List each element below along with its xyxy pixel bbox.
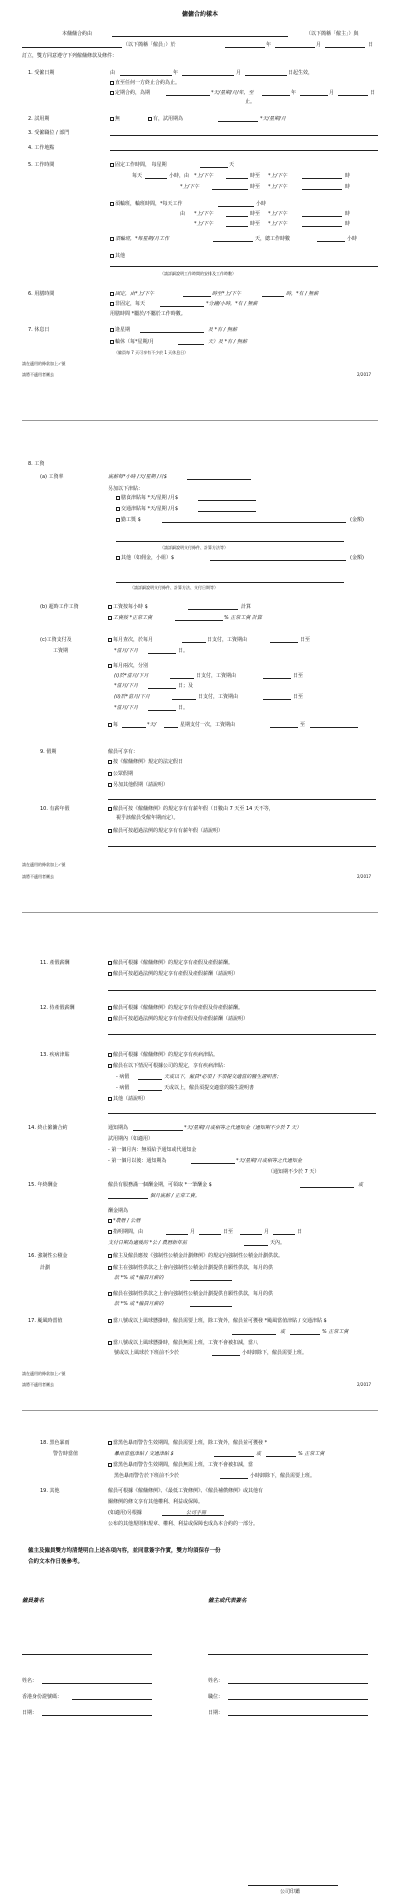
section-9-label: 9. 假期 — [40, 749, 57, 755]
section-13-label: 13. 疾病津貼 — [40, 1052, 70, 1058]
section-8a-label: (a) 工資率 — [40, 474, 64, 480]
ot-percent[interactable]: 工資按 *正常工資 — [108, 615, 152, 621]
other-pay-field[interactable] — [210, 560, 346, 561]
sick-days-1-field[interactable] — [138, 1079, 162, 1080]
section-2-label: 2. 試用期 — [28, 116, 50, 122]
start-year-field[interactable] — [120, 75, 172, 76]
employee-name-sign-field[interactable] — [42, 1683, 152, 1684]
paternity-statutory[interactable]: 僱員可根據《僱傭條例》的規定享有侍產假及侍產假薪酬。 — [108, 1005, 243, 1011]
meal-duration-field[interactable] — [160, 306, 204, 307]
leave-extra-field[interactable] — [108, 846, 376, 847]
s1-option-2[interactable]: 定期合約，為期 — [110, 90, 150, 96]
bonus-from-day-field[interactable] — [199, 1234, 221, 1235]
work-hours-other-field[interactable] — [110, 266, 378, 267]
meal-from-field[interactable] — [183, 296, 211, 297]
paternity-extra-field[interactable] — [108, 1034, 376, 1035]
pay-periodic-to-field[interactable] — [310, 727, 358, 728]
shift-from-field[interactable] — [226, 216, 248, 217]
sick-days-2-field[interactable] — [138, 1090, 162, 1091]
pay-i-day-field[interactable] — [170, 678, 194, 679]
other-pay-conditions-field[interactable] — [116, 582, 344, 583]
typhoon-allowance-field[interactable] — [232, 1334, 276, 1335]
meal-fixed[interactable]: 固定，由*上/下午 — [110, 291, 154, 297]
pay-twice[interactable]: 每月兩次，分別 — [108, 663, 148, 669]
start-month-field[interactable] — [182, 75, 234, 76]
section-12-label: 12. 侍產假薪酬 — [40, 1005, 75, 1011]
closing-line-2: 合約文本作日後參考。 — [28, 1559, 84, 1565]
mpf-employee-voluntary[interactable]: 僱員在強制性供款之上會向強制性公積金計劃提供自願性供款，每月的供 — [108, 1291, 273, 1297]
ot-percent-field[interactable] — [175, 620, 223, 621]
bonus-period-specified[interactable]: 指明期間，由 — [108, 1229, 143, 1235]
transport-allowance-field[interactable] — [198, 511, 256, 512]
sign-day-field[interactable] — [325, 47, 365, 48]
holiday-other-field[interactable] — [108, 799, 376, 800]
employer-post-field[interactable] — [228, 1699, 368, 1700]
checkbox[interactable] — [116, 518, 120, 522]
employee-signature-label: 僱員簽名 — [22, 1598, 45, 1604]
shift-hours-field[interactable] — [218, 206, 254, 207]
probation-none[interactable]: 無 — [110, 116, 120, 122]
paternity-extra[interactable]: 僱員可按超過法例的規定享有侍產假及侍產假薪酬（請說明） — [108, 1016, 248, 1022]
employer-name-sign-field[interactable] — [228, 1683, 368, 1684]
checkbox[interactable] — [108, 772, 112, 776]
transport-allowance[interactable]: 交通津貼每 *天/星期 /月$ — [116, 506, 178, 512]
page-title: 傭傭合約樣本 — [181, 11, 218, 18]
checkbox[interactable] — [116, 496, 120, 500]
bonus-conditions-field[interactable] — [116, 541, 344, 542]
meal-flex[interactable]: 非固定，每天 — [110, 301, 145, 307]
version-label: 2/2017 — [357, 372, 372, 377]
pay-period-from-field[interactable] — [270, 642, 298, 643]
checkbox[interactable] — [110, 202, 114, 206]
bonus-from-month-field[interactable] — [166, 1234, 188, 1235]
intro-line-3: 訂立，雙方同意遵守下列僱傭條款及條件： — [22, 53, 118, 59]
checkbox[interactable] — [110, 340, 114, 344]
typhoon-no-work[interactable]: 當八號或以上風球懸掛時，僱員無需上班，工資不會被扣減，當八 — [108, 1340, 258, 1346]
base-salary-field[interactable] — [187, 479, 251, 480]
maternity-statutory[interactable]: 僱員可根據《僱傭條例》的規定享有產假及產假薪酬。 — [108, 960, 233, 966]
rest-fixed[interactable]: 逢星期 — [110, 327, 130, 333]
bonus-amount-field[interactable] — [300, 1187, 354, 1188]
bonus-pay-days-field[interactable] — [244, 1245, 268, 1246]
checkbox[interactable] — [108, 638, 112, 642]
s1-option-1[interactable]: 直至任何一方終止合約為止。 — [110, 80, 180, 86]
company-chop-field[interactable] — [248, 1885, 338, 1886]
employee-date-field[interactable] — [42, 1715, 152, 1716]
oncall-days-field[interactable] — [213, 241, 253, 242]
employer-date-field[interactable] — [228, 1715, 368, 1716]
sickness-other[interactable]: 其他（請說明） — [108, 1096, 148, 1102]
meal-allowance[interactable]: 膳食津貼每 *天/星期 /月$ — [116, 495, 178, 501]
checkbox[interactable] — [108, 1292, 112, 1296]
sickness-company[interactable]: 僱員在以下情況可根據公司的規定，享有疾病津貼： — [108, 1063, 228, 1069]
work-hours-field[interactable] — [145, 178, 167, 179]
pay-periodic-n-field[interactable] — [122, 727, 146, 728]
end-year-field[interactable] — [262, 95, 290, 96]
employer-name-field[interactable] — [112, 36, 288, 37]
section-18-label: 18. 黑色暴雨 — [40, 1440, 70, 1446]
intro-line-2: （以下簡稱「僱員」）於 — [123, 42, 176, 48]
section-17-label: 17. 颱風時當值 — [28, 1318, 63, 1324]
checkbox[interactable] — [110, 328, 114, 332]
contract-period-field[interactable] — [166, 95, 210, 96]
rest-rotating[interactable]: 輪休（每*星期/月 — [110, 339, 154, 345]
checkbox[interactable] — [116, 507, 120, 511]
employee-name-field[interactable] — [22, 47, 122, 48]
checkbox[interactable] — [108, 664, 112, 668]
checkbox[interactable] — [108, 1230, 112, 1234]
pay-periodic[interactable]: 每 — [108, 722, 118, 728]
pay-i-to-field[interactable] — [148, 688, 176, 689]
mpf-employer-field[interactable] — [190, 1280, 232, 1281]
rainstorm-percent-field[interactable] — [266, 1456, 296, 1457]
shift-from-2-field[interactable] — [226, 226, 248, 227]
sign-year-field[interactable] — [225, 47, 265, 48]
checkbox[interactable] — [110, 163, 114, 167]
checkbox[interactable] — [108, 1319, 112, 1323]
pay-day-field[interactable] — [182, 642, 206, 643]
bonus-to-month-field[interactable] — [240, 1234, 262, 1235]
rest-rotating-field[interactable] — [178, 344, 204, 345]
employee-hkid-field[interactable] — [72, 1699, 152, 1700]
other-pay[interactable]: 其他（如佣金，小組）$ — [116, 555, 174, 561]
employer-signature-field[interactable] — [208, 1654, 368, 1655]
typhoon-hours-field[interactable] — [212, 1355, 240, 1356]
checkbox[interactable] — [108, 783, 112, 787]
maternity-extra[interactable]: 僱員可按超過法例的規定享有產假及產假薪酬（請說明） — [108, 971, 238, 977]
checkbox[interactable] — [108, 1254, 112, 1258]
pay-ii-day-field[interactable] — [172, 699, 196, 700]
rainstorm-allowance-field[interactable] — [214, 1456, 254, 1457]
holiday-statutory[interactable]: 按《僱傭條例》規定的法定假日 — [108, 759, 183, 765]
checkbox[interactable] — [108, 616, 112, 620]
end-day-field[interactable] — [338, 95, 368, 96]
work-to-field[interactable] — [302, 178, 342, 179]
section-16-label: 16. 強制性公積金 — [28, 1253, 68, 1259]
sickness-statutory[interactable]: 僱員可根據《僱傭條例》的規定享有疾病津貼。 — [108, 1052, 218, 1058]
checkbox[interactable] — [110, 81, 114, 85]
footnote-strike: 請將不適用者刪去 — [22, 372, 54, 377]
section-1-label: 1. 受僱日期 — [28, 70, 55, 76]
page-divider — [22, 1410, 378, 1411]
rainstorm-work[interactable]: 當黑色暴雨警告生效期間，僱員需要上班，除工資外，僱員並可獲發 * — [108, 1440, 267, 1446]
typhoon-work[interactable]: 當八號或以上風球懸掛時，僱員需要上班，除工資外，僱員並可獲發 *颱風當值津貼 / 交通津貼 $ — [108, 1318, 327, 1324]
attendance-bonus[interactable]: 勤工獎 $ — [116, 517, 141, 523]
rainstorm-hours-field[interactable] — [220, 1478, 248, 1479]
checkbox[interactable] — [108, 1006, 112, 1010]
pay-monthly[interactable]: 每月查次，於每月 — [108, 637, 153, 643]
employer-signature-label: 僱主或代表簽名 — [208, 1598, 247, 1604]
checkbox[interactable] — [108, 605, 112, 609]
mpf-employer-voluntary[interactable]: 僱主在強制性供款之上會向強制性公積金計劃提供自願性供款，每月的供 — [108, 1265, 273, 1271]
meal-to-field[interactable] — [262, 296, 284, 297]
shift-to-field[interactable] — [302, 216, 342, 217]
section-7-label: 7. 休息日 — [28, 327, 50, 333]
work-hours-shift[interactable]: 須輪班，輪班時間，*每天工作 — [110, 201, 183, 207]
pay-period-to-field[interactable] — [148, 653, 176, 654]
sickness-other-field[interactable] — [108, 1113, 376, 1114]
intro-line-1b: （以下簡稱「僱主」）與 — [306, 31, 359, 37]
work-hours-fixed[interactable]: 固定工作時間， 每星期 — [110, 162, 167, 168]
checkbox[interactable] — [110, 254, 114, 258]
pay-ii-from-field[interactable] — [263, 699, 291, 700]
work-from-2-field[interactable] — [212, 189, 248, 190]
section-19-label: 19. 其他 — [40, 1488, 60, 1494]
pay-ii-to-field[interactable] — [148, 710, 176, 711]
end-month-field[interactable] — [300, 95, 328, 96]
checkbox[interactable] — [110, 302, 114, 306]
mpf-employee-field[interactable] — [190, 1306, 232, 1307]
checkbox[interactable] — [108, 807, 112, 811]
holiday-other[interactable]: 另加其他假期（請說明） — [108, 782, 168, 788]
checkbox[interactable] — [108, 1097, 112, 1101]
checkbox[interactable] — [110, 91, 114, 95]
typhoon-percent-field[interactable] — [290, 1334, 320, 1335]
probation-period-field[interactable] — [218, 121, 258, 122]
section-8b-label: (b) 超時工作工資 — [40, 604, 79, 610]
section-15-label: 15. 年終酬金 — [28, 1182, 58, 1188]
notice-period-field[interactable] — [133, 1130, 183, 1131]
footnote-tick: 請在適用的條款加上✓號 — [22, 361, 66, 366]
section-14-label: 14. 終止僱傭合約 — [28, 1125, 68, 1131]
rainstorm-no-work[interactable]: 當黑色暴雨警告生效期間，僱員無需上班，工資不會被扣減，當 — [108, 1462, 253, 1468]
bonus-to-day-field[interactable] — [273, 1234, 295, 1235]
checkbox[interactable] — [108, 1266, 112, 1270]
section-8c-label: (c)工資支付及 — [40, 637, 72, 643]
ot-hourly-field[interactable] — [188, 609, 238, 610]
section-3-label: 3. 受僱職位 / 部門 — [28, 130, 70, 136]
employee-signature-field[interactable] — [22, 1654, 152, 1655]
work-to-2-field[interactable] — [302, 189, 342, 190]
oncall-hours-field[interactable] — [317, 241, 345, 242]
closing-line-1: 僱主及僱員雙方均清楚明白上述各項內容，並同意簽字作實，雙方均須保存一份 — [28, 1548, 221, 1554]
section-5-label: 5. 工作時間 — [28, 162, 55, 168]
pay-i-from-field[interactable] — [263, 678, 291, 679]
meal-allowance-field[interactable] — [198, 500, 256, 501]
position-field[interactable] — [110, 135, 378, 136]
section-4-label: 4. 工作地點 — [28, 145, 55, 151]
shift-to-2-field[interactable] — [302, 226, 342, 227]
section-11-label: 11. 產假薪酬 — [40, 960, 70, 966]
bonus-months-field[interactable] — [108, 1198, 148, 1199]
maternity-extra-field[interactable] — [108, 990, 376, 991]
probation-notice-field[interactable] — [191, 1163, 235, 1164]
checkbox[interactable] — [108, 760, 112, 764]
workplace-field[interactable] — [110, 150, 378, 151]
start-day-field[interactable] — [245, 75, 287, 76]
work-hours-other[interactable]: 其他 — [110, 253, 125, 259]
pay-periodic-from-field[interactable] — [270, 727, 298, 728]
checkbox[interactable] — [110, 117, 114, 121]
page-divider — [22, 420, 378, 421]
mpf-mandatory[interactable]: 僱主及僱員應按《強制性公積金計劃條例》的規定向強制性公積金計劃供款。 — [108, 1253, 283, 1259]
checkbox[interactable] — [108, 1341, 112, 1345]
sign-month-field[interactable] — [275, 47, 315, 48]
pay-periodic-unit-field[interactable] — [164, 727, 178, 728]
work-hours-oncall[interactable]: 須輪班，*每星期/月工作 — [110, 236, 169, 242]
checkbox[interactable] — [148, 117, 152, 121]
leave-statutory[interactable]: 僱員可按《僱傭條例》的規定享有有薪年假（日數由 7 天至 14 天不等， — [108, 806, 274, 812]
ot-hourly[interactable]: 工資按每小時 $ — [108, 604, 148, 610]
checkbox[interactable] — [108, 972, 112, 976]
checkbox[interactable] — [108, 961, 112, 965]
checkbox[interactable] — [116, 556, 120, 560]
checkbox[interactable] — [108, 1463, 112, 1467]
section-6-label: 6. 用膳時間 — [28, 291, 55, 297]
leave-extra[interactable]: 僱員可按超過法例的規定享有有薪年假（請說明） — [108, 828, 223, 834]
checkbox[interactable] — [110, 292, 114, 296]
checkbox[interactable] — [108, 723, 112, 727]
section-8-label: 8. 工資 — [28, 461, 45, 467]
section-10-label: 10. 有薪年假 — [40, 806, 70, 812]
checkbox[interactable] — [110, 237, 114, 241]
checkbox[interactable] — [108, 1053, 112, 1057]
checkbox[interactable] — [108, 1017, 112, 1021]
checkbox[interactable] — [108, 1441, 112, 1445]
company-chop-label: 公司印鑑 — [280, 1889, 301, 1895]
checkbox[interactable] — [108, 1219, 112, 1223]
holiday-public[interactable]: 公眾假期 — [108, 771, 133, 777]
checkbox[interactable] — [108, 829, 112, 833]
rest-day-field[interactable] — [140, 332, 204, 333]
page-divider — [22, 912, 378, 913]
checkbox[interactable] — [108, 1064, 112, 1068]
intro-line-1: 本傭傭合約由 — [62, 31, 93, 37]
work-from-field[interactable] — [226, 178, 248, 179]
attendance-bonus-field[interactable] — [162, 522, 346, 523]
bonus-period-lunar[interactable]: *農曆 / 公曆 — [108, 1218, 140, 1224]
work-days-field[interactable] — [200, 167, 228, 168]
probation-has[interactable]: 有，試用期為 — [148, 116, 183, 122]
